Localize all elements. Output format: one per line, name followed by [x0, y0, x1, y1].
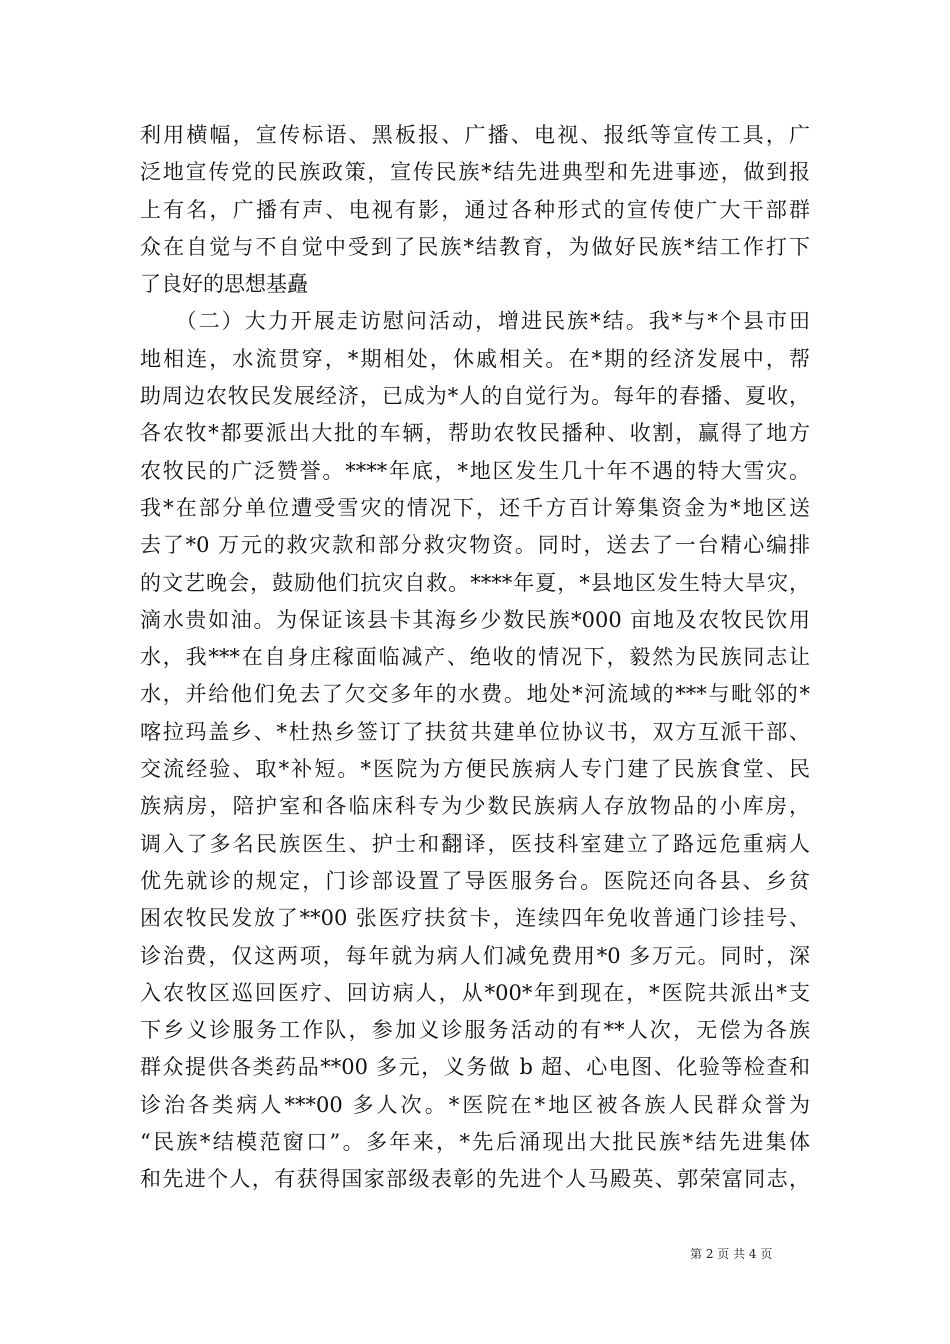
- text-line: 下乡义诊服务工作队，参加义诊服务活动的有**人次，无偿为各族: [140, 1018, 810, 1043]
- text-line: 上有名，广播有声、电视有影，通过各种形式的宣传使广大干部群: [140, 197, 810, 222]
- text-line: （二）大力开展走访慰问活动，增进民族*结。我*与*个县市田: [140, 309, 810, 334]
- text-line: “民族*结模范窗口”。多年来，*先后涌现出大批民族*结先进集体: [140, 1130, 810, 1155]
- text-line: 滴水贵如油。为保证该县卡其海乡少数民族*000 亩地及农牧民饮用: [140, 607, 810, 632]
- text-line: 众在自觉与不自觉中受到了民族*结教育，为做好民族*结工作打下: [140, 234, 810, 259]
- text-line: 交流经验、取*补短。*医院为方便民族病人专门建了民族食堂、民: [140, 757, 810, 782]
- text-line: 农牧民的广泛赞誉。****年底，*地区发生几十年不遇的特大雪灾。: [140, 458, 810, 483]
- text-line: 助周边农牧民发展经济，已成为*人的自觉行为。每年的春播、夏收，: [140, 384, 810, 409]
- text-line: 和先进个人，有获得国家部级表彰的先进个人马殿英、郭荣富同志，: [140, 1167, 810, 1192]
- text-line: 困农牧民发放了**00 张医疗扶贫卡，连续四年免收普通门诊挂号、: [140, 906, 810, 931]
- text-line: 入农牧区巡回医疗、回访病人，从*00*年到现在，*医院共派出*支: [140, 980, 810, 1005]
- text-line: 地相连，水流贯穿，*期相处，休戚相关。在*期的经济发展中，帮: [140, 346, 810, 371]
- text-line: 去了*0 万元的救灾款和部分救灾物资。同时，送去了一台精心编排: [140, 533, 810, 558]
- text-line: 族病房，陪护室和各临床科专为少数民族病人存放物品的小库房，: [140, 794, 810, 819]
- text-line: 我*在部分单位遭受雪灾的情况下，还千方百计筹集资金为*地区送: [140, 495, 810, 520]
- text-line: 的文艺晚会，鼓励他们抗灾自救。****年夏，*县地区发生特大旱灾，: [140, 570, 810, 595]
- text-line: 了良好的思想基矗: [140, 272, 308, 297]
- text-line: 群众提供各类药品**00 多元，义务做 b 超、心电图、化验等检查和: [140, 1055, 810, 1080]
- text-line: 喀拉玛盖乡、*杜热乡签订了扶贫共建单位协议书，双方互派干部、: [140, 719, 810, 744]
- text-line: 诊治各类病人***00 多人次。*医院在*地区被各族人民群众誉为: [140, 1092, 810, 1117]
- page-number: 第 2 页 共 4 页: [690, 1247, 773, 1261]
- text-line: 泛地宣传党的民族政策，宣传民族*结先进典型和先进事迹，做到报: [140, 160, 810, 185]
- text-line: 水，并给他们免去了欠交多年的水费。地处*河流域的***与毗邻的*: [140, 682, 810, 707]
- document-body: [140, 117, 810, 1199]
- text-line: 诊治费，仅这两项，每年就为病人们减免费用*0 多万元。同时，深: [140, 943, 810, 968]
- text-line: 优先就诊的规定，门诊部设置了导医服务台。医院还向各县、乡贫: [140, 868, 810, 893]
- text-line: 利用横幅，宣传标语、黑板报、广播、电视、报纸等宣传工具，广: [140, 123, 810, 147]
- text-line: 水，我***在自身庄稼面临减产、绝收的情况下，毅然为民族同志让: [140, 645, 810, 670]
- text-line: 各农牧*都要派出大批的车辆，帮助农牧民播种、收割，赢得了地方: [140, 421, 810, 446]
- text-line: 调入了多名民族医生、护士和翻译，医技科室建立了路远危重病人: [140, 831, 810, 856]
